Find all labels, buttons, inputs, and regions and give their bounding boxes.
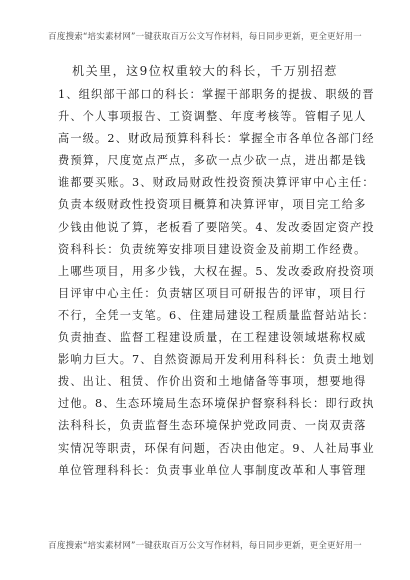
- body-line: 1、组织部干部口的科长：掌握干部职务的提拔、职级的晋: [58, 88, 375, 101]
- header-banner: 百度搜索“培实素材网”一键获取百万公文写作材料，每日同步更新，更全更好用一: [48, 32, 362, 42]
- body-line: 谁都要买账。3、财政局财政性投资预决算评审中心主任：: [58, 176, 375, 190]
- footer-banner: 百度搜索“培实素材网”一键获取百万公文写作材料，每日同步更新，更全更好用一: [48, 541, 362, 551]
- body-line: 过他。8、生态环境局生态环境保护督察科科长：即行政执: [58, 397, 375, 411]
- body-line: 升、个人事项报告、工资调整、年度考核等。管帽子见人: [58, 110, 367, 124]
- body-line: 上哪些项目，用多少钱，大权在握。5、发改委政府投资项: [58, 264, 375, 278]
- body-line: 少钱由他说了算，老板看了要陪笑。4、发改委固定资产投: [58, 220, 375, 234]
- body-line: 高一级。2、财政局预算科科长：掌握全市各单位各部门经: [58, 132, 375, 146]
- body-line: 负责抽查、监督工程建设质量，在工程建设领域堪称权威: [58, 331, 367, 345]
- document-title: 机关里，这9位权重较大的科长，千万别招惹: [72, 64, 338, 78]
- body-line: 单位管理科科长：负责事业单位人事制度改革和人事管理: [58, 463, 367, 477]
- body-line: 法科科长，负责监督生态环境保护党政同责、一岗双责落: [58, 419, 367, 433]
- body-line: 影响力巨大。7、自然资源局开发利用科科长：负责土地划: [58, 353, 375, 367]
- document-body: [58, 84, 375, 482]
- body-line: 实情况等职责，环保有问题，否决由他定。9、人社局事业: [58, 441, 375, 455]
- body-line: 费预算，尺度宽点严点，多砍一点少砍一点，进出都是钱: [58, 154, 367, 168]
- body-line: 目评审中心主任：负责辖区项目可研报告的评审，项目行: [58, 286, 367, 300]
- body-line: 负责本级财政性投资项目概算和决算评审，项目完工给多: [58, 198, 367, 212]
- body-line: 不行，全凭一支笔。6、住建局建设工程质量监督站站长：: [58, 308, 375, 322]
- body-line: 拨、出让、租赁、作价出资和土地储备等事项，想要地得: [58, 375, 367, 389]
- body-line: 资科科长：负责统筹安排项目建设资金及前期工作经费。: [58, 242, 367, 256]
